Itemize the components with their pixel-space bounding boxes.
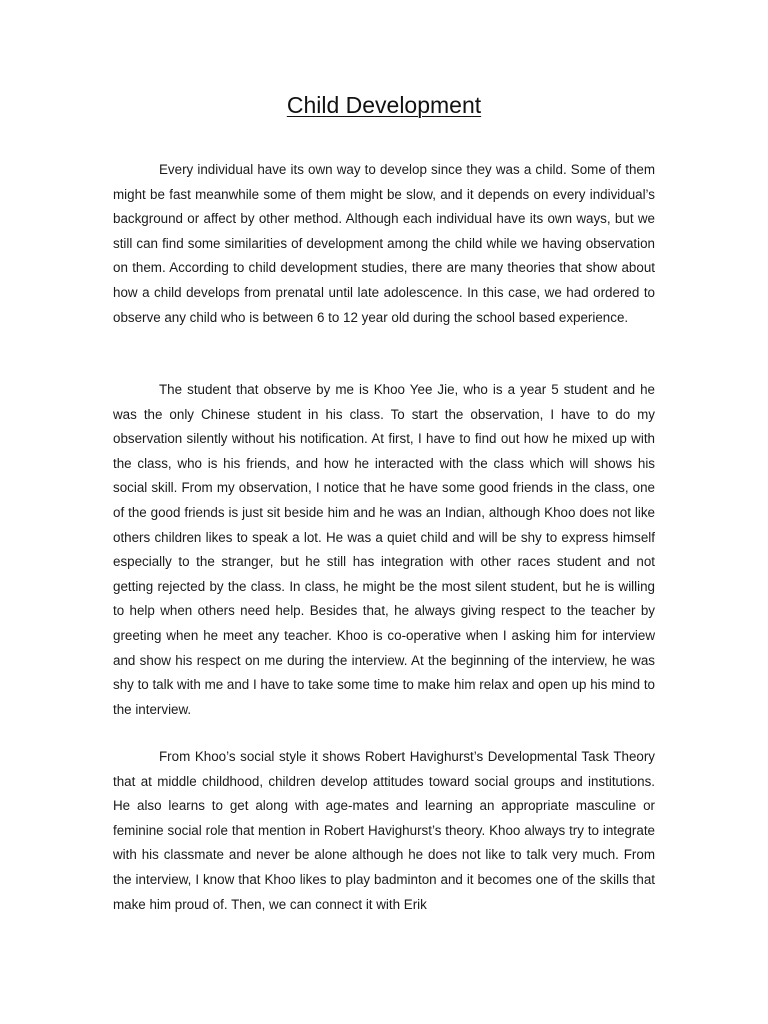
- paragraph-3: From Khoo’s social style it shows Robert Havighurst’s Developmental Task Theory that at middle childhood, children develop attitudes toward social groups and institutions. He also learns to get along with age-mates and learning an appropriate masculine or feminine social role that mention in Robert Havighurst’s theory. Khoo always try to integrate with his classmate and never be alone although he does not like to talk very much. From the interview, I know that Khoo likes to play badminton and it becomes one of the skills that make him proud of. Then, we can connect it with Erik: [113, 749, 655, 912]
- paragraph-1: Every individual have its own way to develop since they was a child. Some of them might be fast meanwhile some of them might be slow, and it depends on every individual’s background or affect by other method. Although each individual have its own ways, but we still can find some similarities of development among the child while we having observation on them. According to child development studies, there are many theories that show about how a child develops from prenatal until late adolescence. In this case, we had ordered to observe any child who is between 6 to 12 year old during the school based experience.: [113, 162, 655, 325]
- document-title: Child Development: [286, 92, 482, 118]
- paragraph-2: The student that observe by me is Khoo Yee Jie, who is a year 5 student and he was the only Chinese student in his class. To start the observation, I have to do my observation silently without his notification. At first, I have to find out how he mixed up with the class, who is his friends, and how he interacted with the class which will shows his social skill. From my observation, I notice that he have some good friends in the class, one of the good friends is just sit beside him and he was an Indian, although Khoo does not like others children likes to speak a lot. He was a quiet child and will be shy to express himself especially to the stranger, but he still has integration with other races student and not getting rejected by the class. In class, he might be the most silent student, but he is willing to help when others need help. Besides that, he always giving respect to the teacher by greeting when he meet any teacher. Khoo is co-operative when I asking him for interview and show his respect on me during the interview. At the beginning of the interview, he was shy to talk with me and I have to take some time to make him relax and open up his mind to the interview.: [113, 382, 655, 717]
